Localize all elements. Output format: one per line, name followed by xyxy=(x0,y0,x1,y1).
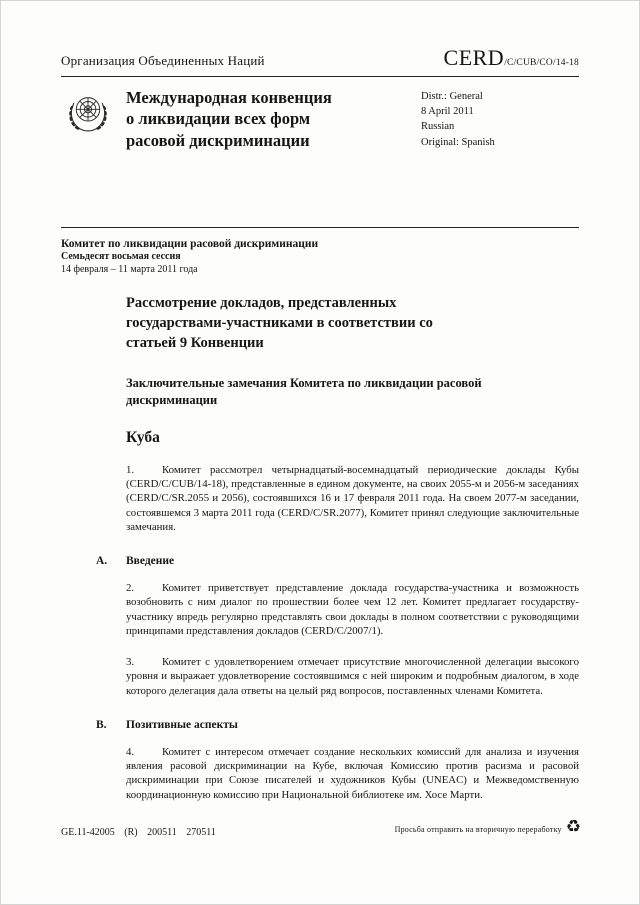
committee-name: Комитет по ликвидации расовой дискриминации xyxy=(61,238,319,250)
recycle-icon: ♻ xyxy=(565,817,581,837)
subtitle: Заключительные замечания Комитета по ликвидации расовой дискриминации xyxy=(126,376,482,407)
paragraph-3 xyxy=(126,655,579,698)
ge-reference: GE.11-42005 (R) 200511 270511 xyxy=(61,827,216,838)
convention-title xyxy=(126,87,332,151)
distr-line: Distr.: General xyxy=(421,91,483,102)
language-line: Russian xyxy=(421,121,455,133)
document-symbol-suffix: /C/CUB/CO/14-18 xyxy=(504,58,579,68)
convention-title-line1: Международная конвенция xyxy=(126,88,332,107)
document-symbol xyxy=(444,45,579,71)
convention-title-line2: о ликвидации всех форм xyxy=(126,109,311,129)
original-language-line: Original: Spanish xyxy=(421,136,495,148)
paragraph-3-number: 3. xyxy=(126,656,135,669)
page-footer xyxy=(61,817,581,838)
paragraph-4-text: Комитет с интересом отмечает создание нескольких комиссий для анализа и изучения явления расовой дискриминации на Кубе, включая Комиссию против расизма и расовой дискриминации при Союзе писателей и художников Кубы (UNEAC) и Межведомственную координационную комиссию при Национальной библиотеке им. Хосе Марти. xyxy=(126,745,579,801)
document-body xyxy=(96,294,579,801)
recycle-note xyxy=(394,817,581,838)
section-b-letter: B. xyxy=(96,718,107,731)
paragraph-2-number: 2. xyxy=(126,582,135,595)
document-symbol-main: CERD xyxy=(443,45,505,70)
paragraph-3-text: Комитет с удовлетворением отмечает присутствие многочисленной делегации высокого уровня и выражает удовлетворение состоявшимся с ней широким и подробным диалогом, в ходе которого делегация дала ответы на целый ряд вопросов, поставленных членами Комитета. xyxy=(126,656,579,697)
section-a-heading xyxy=(96,555,579,568)
section-b-title: Позитивные аспекты xyxy=(126,718,238,731)
masthead xyxy=(61,77,579,227)
paragraph-1-number: 1. xyxy=(126,463,135,476)
paragraph-4 xyxy=(126,745,579,802)
un-emblem-graphic xyxy=(63,89,113,139)
un-emblem xyxy=(63,89,113,139)
committee-block xyxy=(61,237,579,276)
session-dates: 14 февраля – 11 марта 2011 года xyxy=(61,263,198,275)
section-b-heading xyxy=(96,718,579,731)
document-header xyxy=(61,45,579,71)
recycle-note-text: Просьба отправить на вторичную переработку xyxy=(394,825,562,834)
paragraph-1 xyxy=(126,463,579,534)
section-a-letter: A. xyxy=(96,555,108,568)
distribution-block xyxy=(421,89,495,150)
paragraph-4-number: 4. xyxy=(126,745,135,758)
un-org-name: Организация Объединенных Наций xyxy=(61,53,265,68)
convention-title-line3: расовой дискриминации xyxy=(126,130,310,150)
main-title: Рассмотрение докладов, представленных государствами-участниками в соответствии со статьей 9 Конвенции xyxy=(126,295,433,351)
country-heading: Куба xyxy=(126,428,160,446)
paragraph-1-text: Комитет рассмотрел четырнадцатый-восемнадцатый периодические доклады Кубы (CERD/C/CUB/14-18), представленные в едином документе, на своих 2055-м и 2056-м заседаниях (CERD/C/SR.2055 и 2056), состоявшихся 16 и 17 февраля 2011 года. На своем 2077-м заседании, состоявшемся 3 марта 2011 года (CERD/C/SR.2077), Комитет принял следующие заключительные замечания. xyxy=(126,463,579,533)
session-number: Семьдесят восьмая сессия xyxy=(61,251,181,263)
paragraph-2-text: Комитет приветствует представление доклада государства-участника и возможность возобновить с ним диалог по прошествии более чем 12 лет. Комитет предлагает государству-участнику впредь регулярно представлять свои доклады в полном соответствии с руководящими принципами представления докладов (CERD/C/2007/1). xyxy=(126,582,579,637)
masthead-divider xyxy=(61,227,579,228)
date-line: 8 April 2011 xyxy=(421,106,474,118)
paragraph-2 xyxy=(126,581,579,638)
section-a-title: Введение xyxy=(126,555,175,568)
